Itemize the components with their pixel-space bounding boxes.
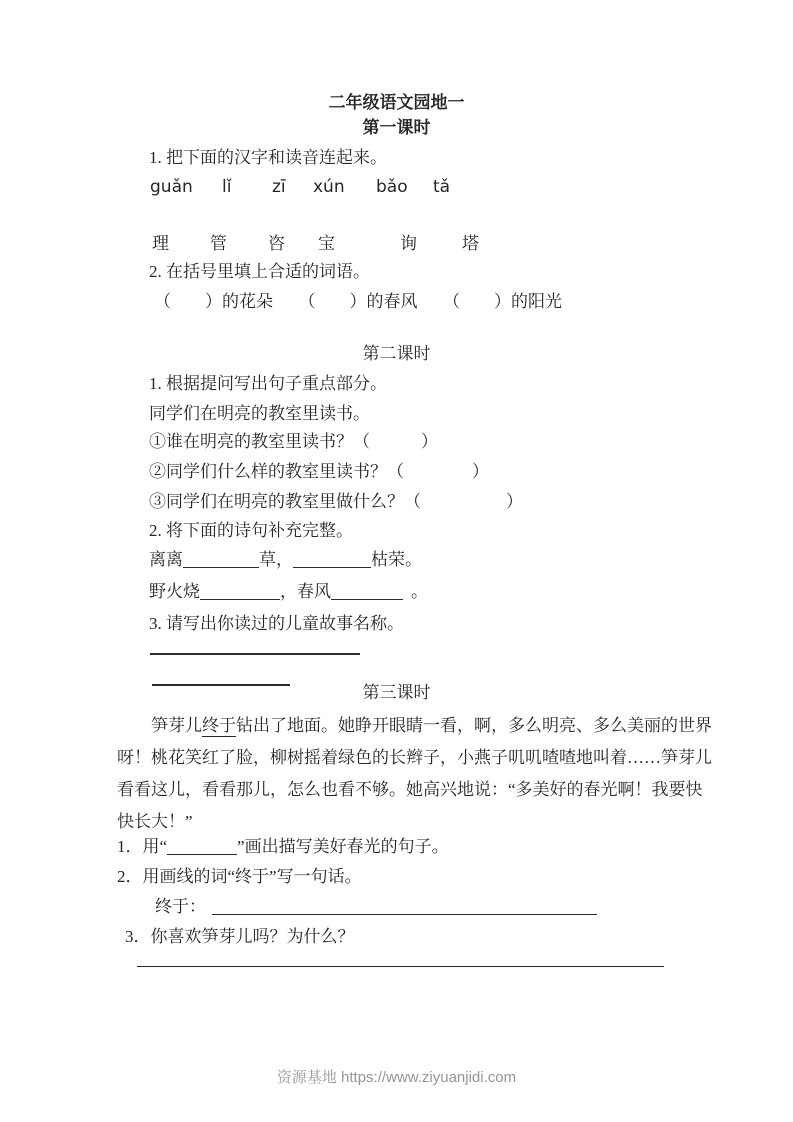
lesson3-question1 — [117, 836, 449, 858]
passage-line-3: 看看这儿，看看那儿，怎么也看不够。她高兴地说：“多美好的春光啊！我要快 — [117, 780, 703, 799]
poem2-blank-2 — [331, 583, 403, 600]
poem1-blank-2 — [293, 551, 371, 568]
character-item: 理 — [152, 234, 169, 253]
character-item: 塔 — [462, 234, 479, 253]
passage-line-2: 呀！桃花笑红了脸，柳树摇着绿色的长辫子，小燕子叽叽喳喳地叫着……笋芽儿 — [117, 748, 712, 767]
lesson3-heading: 第三课时 — [362, 683, 431, 702]
poem1-seg-a: 离离 — [149, 550, 183, 569]
lesson2-question3: 3. 请写出你读过的儿童故事名称。 — [149, 614, 404, 633]
poem-line-1 — [149, 549, 422, 571]
answer-line-1 — [150, 653, 360, 655]
passage-text: 钻出了地面。她睁开眼睛一看，啊，多么明亮、多么美丽的世界 — [236, 716, 712, 735]
q3-answer-line — [137, 966, 664, 967]
character-item: 询 — [400, 234, 417, 253]
character-item: 宝 — [318, 234, 335, 253]
pinyin-item: tǎ — [433, 177, 451, 197]
character-item: 咨 — [268, 234, 285, 253]
lesson3-q2-answer-row — [155, 896, 597, 918]
q1-suffix: ”画出描写美好春光的句子。 — [237, 837, 449, 856]
passage-line-1 — [117, 710, 712, 742]
lesson2-heading: 第二课时 — [362, 344, 431, 363]
lesson2-example-sentence: 同学们在明亮的教室里读书。 — [149, 404, 370, 423]
pinyin-item: lǐ — [222, 177, 232, 197]
poem2-seg-a: 野火烧 — [149, 582, 200, 601]
lesson2-question1: 1. 根据提问写出句子重点部分。 — [149, 374, 387, 393]
lesson2-subquestion-2: ②同学们什么样的教室里读书？（ ） — [149, 462, 489, 481]
poem-line-2 — [149, 581, 428, 603]
pinyin-item: bǎo — [376, 177, 408, 197]
character-item: 管 — [210, 234, 227, 253]
lesson1-question1: 1. 把下面的汉字和读音连起来。 — [149, 148, 387, 167]
pinyin-item: zī — [272, 177, 286, 197]
footer — [0, 1066, 793, 1087]
lesson2-subquestion-1: ①谁在明亮的教室里读书？（ ） — [149, 432, 438, 451]
lesson2-subquestion-3: ③同学们在明亮的教室里做什么？（ ） — [149, 492, 523, 511]
poem1-blank-1 — [183, 551, 259, 568]
page-title: 二年级语文园地一 — [328, 93, 465, 112]
poem2-seg-b: ，春风 — [280, 582, 331, 601]
lesson2-question2: 2. 将下面的诗句补充完整。 — [149, 521, 353, 540]
q1-blank — [167, 838, 237, 855]
poem2-blank-1 — [200, 583, 280, 600]
poem1-seg-b: 草， — [259, 550, 293, 569]
passage-text: 笋芽儿 — [151, 716, 202, 735]
passage-line-4: 快长大！” — [117, 812, 193, 831]
lesson3-question3: 3．你喜欢笋芽儿吗？为什么？ — [125, 927, 355, 946]
q2-answer-label: 终于： — [155, 897, 206, 916]
lesson1-fill-blanks-line: （ ）的花朵 （ ）的春风 （ ）的阳光 — [154, 292, 562, 311]
lesson3-question2: 2．用画线的词“终于”写一句话。 — [117, 867, 362, 886]
poem1-seg-c: 枯荣。 — [371, 550, 422, 569]
pinyin-item: xún — [313, 177, 345, 197]
pinyin-item: guǎn — [150, 177, 193, 197]
reading-passage — [117, 710, 712, 838]
poem2-seg-c: 。 — [411, 582, 428, 601]
q1-prefix: 1．用“ — [117, 837, 168, 856]
q2-answer-blank — [212, 898, 597, 915]
lesson1-heading: 第一课时 — [362, 118, 431, 137]
footer-site-link[interactable]: 资源基地 https://www.ziyuanjidi.com — [276, 1069, 517, 1086]
lesson1-question2: 2. 在括号里填上合适的词语。 — [149, 262, 370, 281]
underlined-word: 终于 — [202, 716, 236, 735]
